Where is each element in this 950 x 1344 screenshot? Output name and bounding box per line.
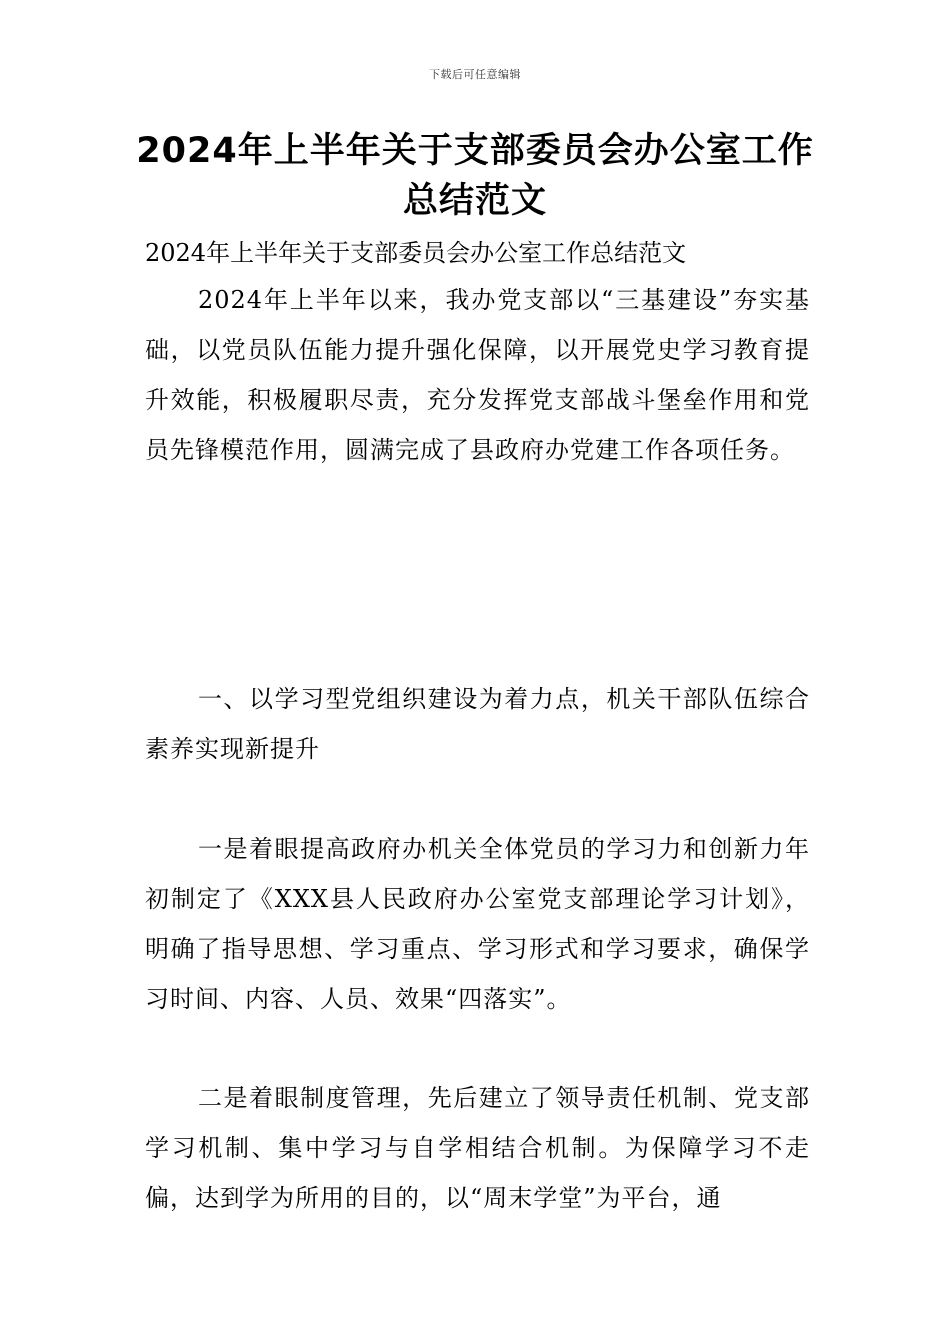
paragraph-intro: 2024年上半年以来，我办党支部以“三基建设”夯实基础，以党员队伍能力提升强化保障，以开展党史学习教育提升效能，积极履职尽责，充分发挥党支部战斗堡垒作用和党员先锋模范作用，圆满完成了县政府办党建工作各项任务。 [145,286,810,464]
paragraph-study-plan: 一是着眼提高政府办机关全体党员的学习力和创新力年初制定了《XXX县人民政府办公室党支部理论学习计划》，明确了指导思想、学习重点、学习形式和学习要求，确保学习时间、内容、人员、效果“四落实”。 [145,835,810,1013]
document-subtitle: 2024年上半年关于支部委员会办公室工作总结范文 [145,239,687,267]
section-heading-1: 一、以学习型党组织建设为着力点，机关干部队伍综合素养实现新提升 [145,685,810,763]
document-title: 2024年上半年关于支部委员会办公室工作总结范文 [136,131,814,221]
paragraph-system-management: 二是着眼制度管理，先后建立了领导责任机制、党支部学习机制、集中学习与自学相结合机制。为保障学习不走偏，达到学为所用的目的，以“周末学堂”为平台，通 [145,1084,810,1212]
header-note: 下载后可任意编辑 [429,68,521,81]
